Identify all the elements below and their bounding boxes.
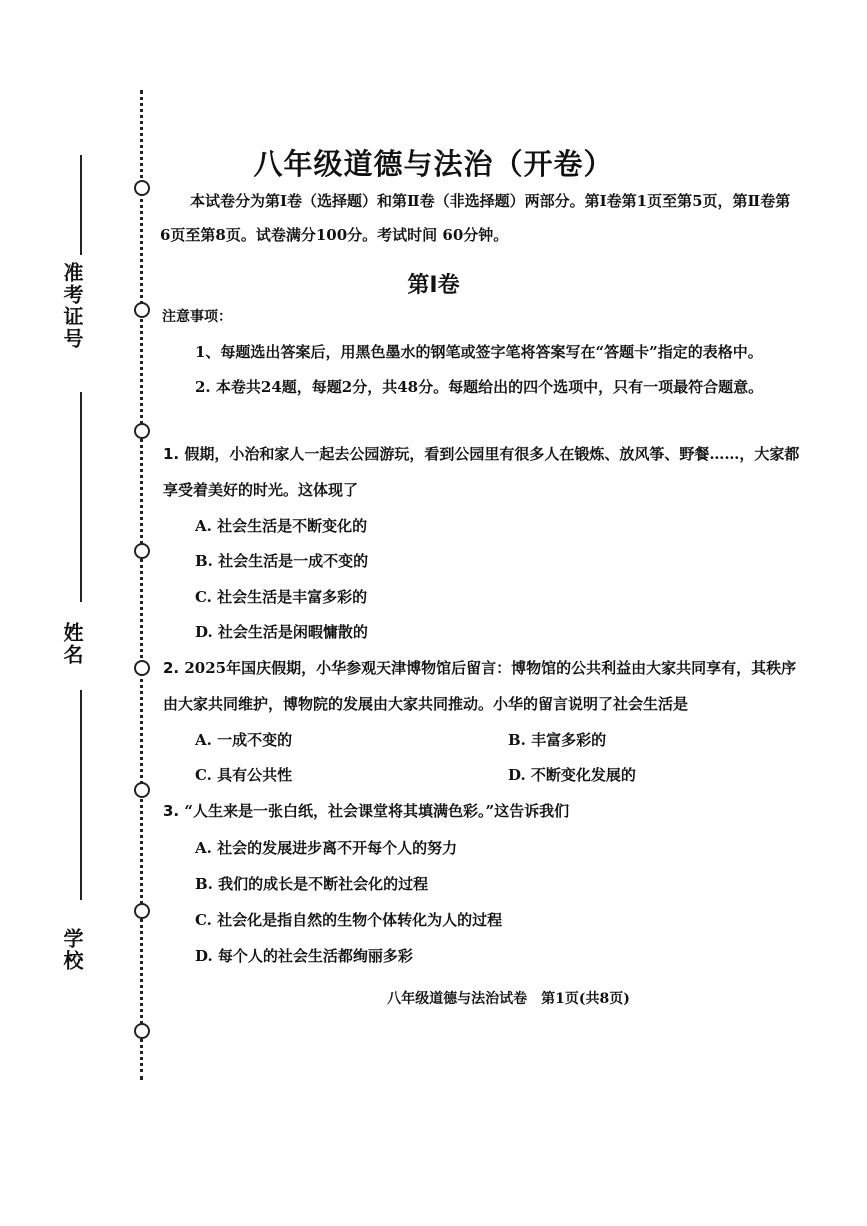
binding-dotted-line xyxy=(140,90,151,1080)
question-text: 假期，小治和家人一起去公园游玩，看到公园里有很多人在锻炼、放风筝、野餐……，大家都享受着美好的时光。这体现了 xyxy=(163,445,800,499)
question-text: “人生来是一张白纸，社会课堂将其填满色彩。”这告诉我们 xyxy=(184,802,570,820)
school-blank xyxy=(80,690,82,900)
note-item: 1、每题选出答案后，用黑色墨水的钢笔或签字笔将答案写在“答题卡”指定的表格中。 xyxy=(195,343,763,361)
binding-hole-icon xyxy=(134,1023,150,1039)
page-title: 八年级道德与法治（开卷） xyxy=(253,147,614,181)
question-3-stem xyxy=(163,793,805,829)
question-3-option-a: A. 社会的发展进步离不开每个人的努力 xyxy=(195,839,458,857)
question-2-option-a: A. 一成不变的 xyxy=(195,731,293,749)
exam-number-label: 准考证号 xyxy=(60,262,84,350)
question-1-option-d: D. 社会生活是闲暇慵散的 xyxy=(195,623,368,641)
question-2-option-b: B. 丰富多彩的 xyxy=(508,731,607,749)
question-1-option-b: B. 社会生活是一成不变的 xyxy=(195,552,369,570)
note-item: 2. 本卷共24题，每题2分，共48分。每题给出的四个选项中，只有一项最符合题意。 xyxy=(195,378,764,396)
question-1-option-c: C. 社会生活是丰富多彩的 xyxy=(195,588,368,606)
question-2-stem xyxy=(163,650,805,722)
binding-hole-icon xyxy=(134,302,150,318)
question-number: 3. xyxy=(163,802,180,820)
question-3-option-b: B. 我们的成长是不断社会化的过程 xyxy=(195,875,429,893)
question-3-option-c: C. 社会化是指自然的生物个体转化为人的过程 xyxy=(195,911,503,929)
school-label: 学校 xyxy=(60,928,84,972)
name-blank xyxy=(80,392,82,602)
question-1-stem xyxy=(163,436,805,508)
question-1-option-a: A. 社会生活是不断变化的 xyxy=(195,517,368,535)
question-2-option-c: C. 具有公共性 xyxy=(195,766,293,784)
question-2-option-d: D. 不断变化发展的 xyxy=(508,766,636,784)
binding-hole-icon xyxy=(134,903,150,919)
question-number: 2. xyxy=(163,659,180,677)
page-footer: 八年级道德与法治试卷 第1页(共8页) xyxy=(387,991,630,1007)
notes-heading: 注意事项： xyxy=(162,309,232,325)
binding-hole-icon xyxy=(134,660,150,676)
section-title: 第Ⅰ卷 xyxy=(407,273,460,298)
question-3-option-d: D. 每个人的社会生活都绚丽多彩 xyxy=(195,947,413,965)
exam-intro: 本试卷分为第Ⅰ卷（选择题）和第Ⅱ卷（非选择题）两部分。第Ⅰ卷第1页至第5页，第Ⅱ卷第6页至第8页。试卷满分100分。考试时间 60分钟。 xyxy=(160,192,791,244)
question-number: 1. xyxy=(163,445,180,463)
binding-hole-icon xyxy=(134,543,150,559)
binding-hole-icon xyxy=(134,423,150,439)
name-label: 姓名 xyxy=(60,622,84,666)
binding-hole-icon xyxy=(134,782,150,798)
question-text: 2025年国庆假期，小华参观天津博物馆后留言：博物馆的公共利益由大家共同享有，其秩序由大家共同维护，博物院的发展由大家共同推动。小华的留言说明了社会生活是 xyxy=(163,659,797,713)
